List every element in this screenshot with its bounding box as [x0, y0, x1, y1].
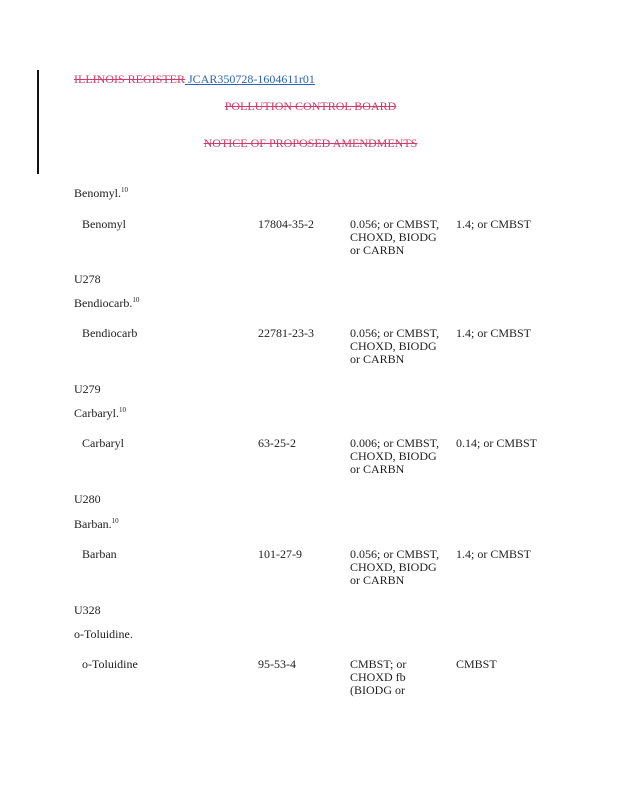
constituent-heading: Carbaryl.$^{10}$: [74, 406, 126, 420]
row-cas-number: 22781-23-3: [258, 326, 314, 340]
constituent-heading: Bendiocarb.$^{10}$: [74, 296, 140, 310]
row-name: Benomyl: [82, 217, 126, 231]
board-header: [0, 99, 621, 113]
row-nonwastewater-line: CHOXD fb: [350, 670, 406, 684]
waste-code: U278: [74, 272, 101, 286]
row-nonwastewater-line: CHOXD, BIODG: [350, 560, 437, 574]
revision-change-bar: [37, 70, 39, 174]
row-nonwastewater-line: (BIODG or: [350, 683, 405, 697]
register-inserted-text: JCAR350728-1604611r01: [185, 72, 315, 86]
register-header: [74, 72, 315, 86]
footnote-marker: 10: [121, 186, 128, 194]
row-wastewater: CMBST: [456, 657, 497, 671]
row-nonwastewater-line: or CARBN: [350, 462, 405, 476]
constituent-heading: o-Toluidine.: [74, 627, 133, 641]
row-wastewater: 0.14; or CMBST: [456, 436, 538, 450]
row-nonwastewater-line: CMBST; or: [350, 657, 407, 671]
constituent-heading: Benomyl.$^{10}$: [74, 186, 128, 200]
constituent-heading: Barban.$^{10}$: [74, 517, 119, 531]
notice-header: [0, 136, 621, 150]
row-name: Carbaryl: [82, 436, 124, 450]
waste-code: U280: [74, 492, 101, 506]
row-nonwastewater-line: or CARBN: [350, 352, 405, 366]
waste-code: U279: [74, 382, 101, 396]
footnote-marker: 10: [118, 406, 126, 414]
waste-code: U328: [74, 603, 101, 617]
row-wastewater: 1.4; or CMBST: [456, 326, 532, 340]
row-nonwastewater-line: or CARBN: [350, 573, 405, 587]
row-nonwastewater-line: CHOXD, BIODG: [350, 230, 437, 244]
row-cas-number: 95-53-4: [258, 657, 296, 671]
row-nonwastewater-line: 0.056; or CMBST,: [350, 217, 440, 231]
row-nonwastewater-line: 0.056; or CMBST,: [350, 547, 440, 561]
row-name: Barban: [82, 547, 117, 561]
row-name: o-Toluidine: [82, 657, 138, 671]
notice-struck-text: NOTICE OF PROPOSED AMENDMENTS: [203, 136, 418, 150]
row-nonwastewater-line: or CARBN: [350, 243, 405, 257]
row-cas-number: 63-25-2: [258, 436, 296, 450]
row-nonwastewater-line: CHOXD, BIODG: [350, 339, 437, 353]
row-nonwastewater-line: 0.056; or CMBST,: [350, 326, 440, 340]
row-nonwastewater-line: 0.006; or CMBST,: [350, 436, 440, 450]
row-wastewater: 1.4; or CMBST: [456, 547, 532, 561]
row-wastewater: 1.4; or CMBST: [456, 217, 532, 231]
row-cas-number: 101-27-9: [258, 547, 302, 561]
row-cas-number: 17804-35-2: [258, 217, 314, 231]
footnote-marker: 10: [132, 296, 140, 304]
register-struck-text: ILLINOIS REGISTER: [74, 72, 185, 86]
board-struck-text: POLLUTION CONTROL BOARD: [224, 99, 397, 113]
row-nonwastewater-line: CHOXD, BIODG: [350, 449, 437, 463]
footnote-marker: 10: [111, 517, 119, 525]
row-name: Bendiocarb: [82, 326, 138, 340]
